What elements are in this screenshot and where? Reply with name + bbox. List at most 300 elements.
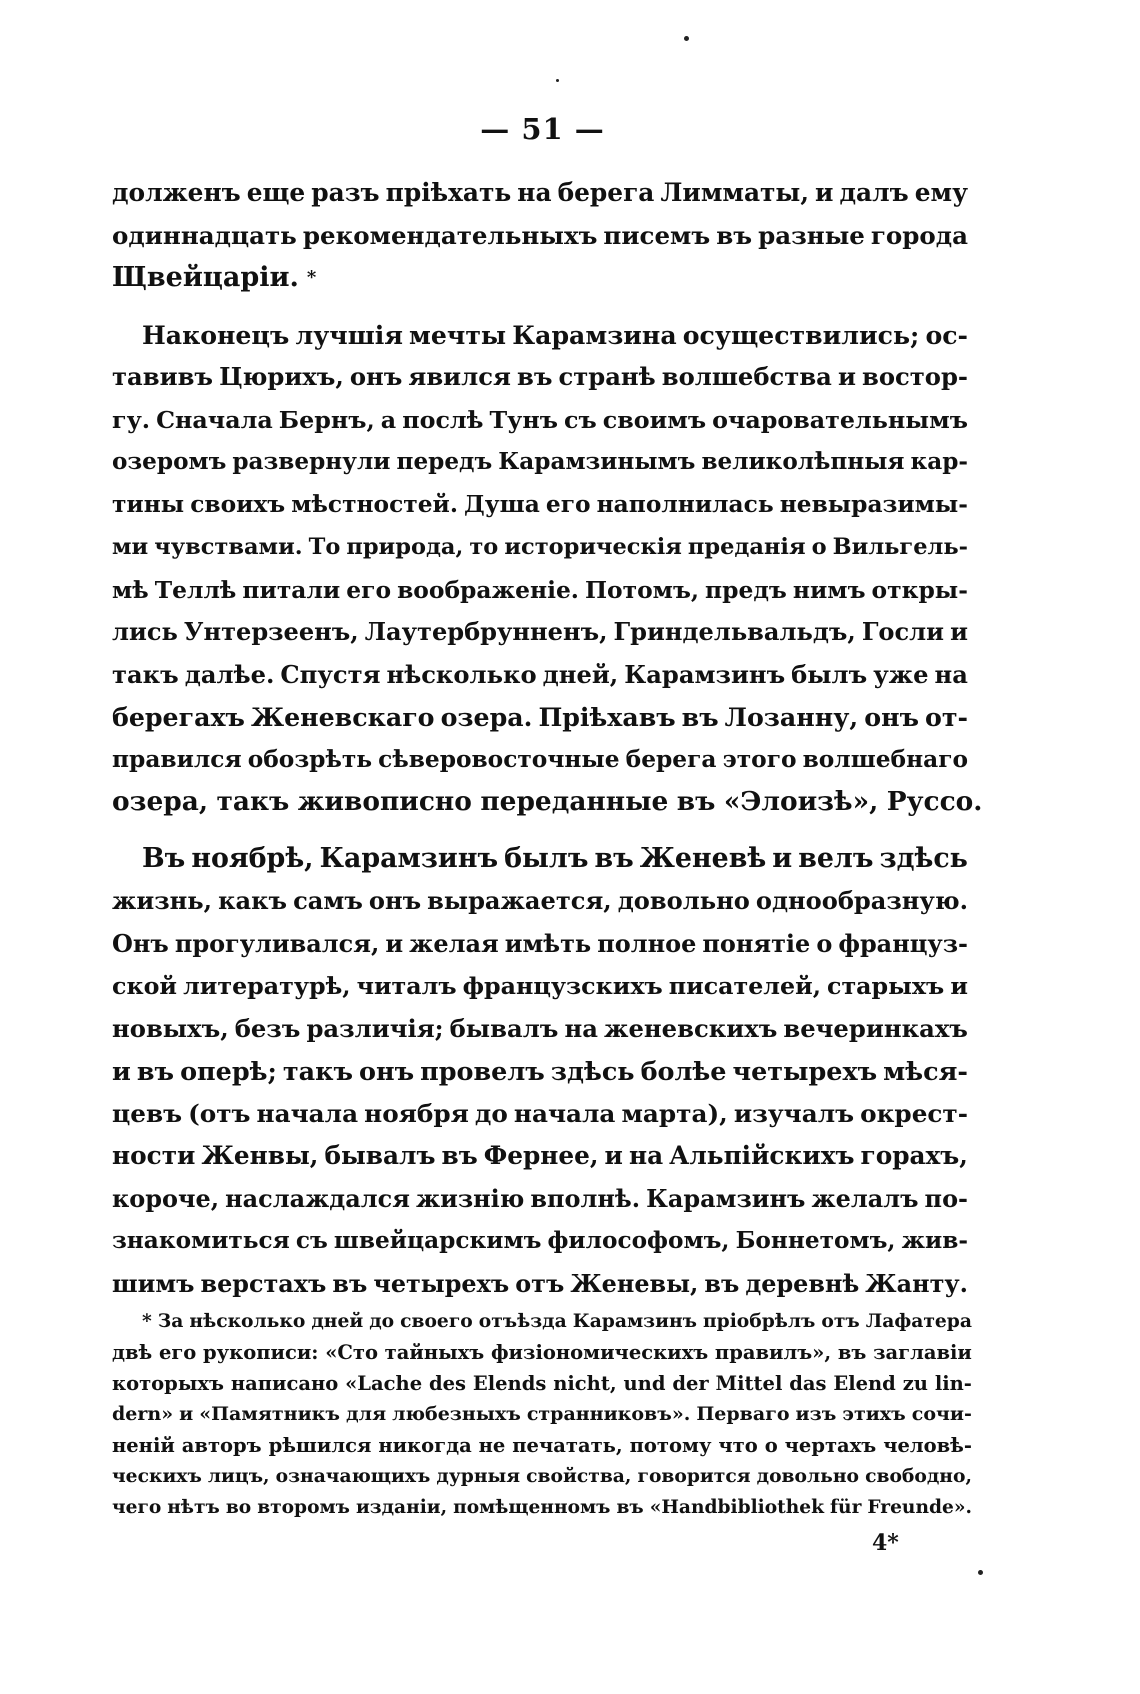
word: верстахъ (200, 1269, 327, 1298)
word: (отъ (188, 1098, 251, 1128)
word: ноябрѣ, (191, 842, 314, 874)
word: Карамзинъ (624, 659, 786, 689)
word: четырехъ (373, 1269, 510, 1298)
text-line (112, 739, 968, 782)
word: и (112, 1056, 131, 1086)
footnote-line (112, 1368, 972, 1399)
word: онъ (359, 1056, 415, 1086)
footnote-line (112, 1337, 972, 1368)
word: и (604, 1141, 623, 1170)
word: здѣсь (879, 842, 968, 874)
word: изучалъ (733, 1098, 855, 1128)
word: наполнилась (596, 490, 774, 518)
word: питали (242, 575, 341, 604)
word: Руссо. (886, 786, 983, 817)
word: правился (112, 745, 242, 773)
word: цевъ (112, 1098, 183, 1128)
signature-mark: 4* (872, 1530, 899, 1556)
text-line (112, 1220, 968, 1263)
text-line (112, 441, 968, 484)
word: до (369, 1310, 395, 1332)
word: съ (295, 1227, 328, 1254)
word: Унтерзеенъ, (183, 617, 359, 646)
word: на (628, 1141, 664, 1170)
word: ему (914, 178, 968, 207)
word: отъ (515, 1269, 565, 1298)
word: пріобрѣлъ (702, 1310, 816, 1332)
word: рѣшился (268, 1434, 372, 1457)
word: nicht, (553, 1372, 617, 1395)
word: читалъ (356, 972, 457, 1000)
word: переданные (480, 786, 669, 817)
word: однообразную. (755, 886, 968, 915)
word: своихъ (190, 490, 286, 518)
word: этого (722, 745, 797, 773)
word: въ (676, 786, 716, 817)
word: Боннетомъ, (735, 1227, 896, 1254)
footnote (112, 1306, 972, 1523)
word: уже (873, 659, 929, 689)
word: желалъ (811, 1184, 919, 1213)
word: въ (136, 1056, 175, 1086)
word: передъ (396, 448, 493, 475)
word: по- (924, 1184, 968, 1213)
word: «Lache (345, 1372, 423, 1395)
word: на (564, 1013, 598, 1043)
text-line (112, 923, 968, 966)
text-line (112, 399, 968, 442)
word: былъ (791, 659, 868, 689)
page-number: — 51 — (480, 112, 605, 146)
word: странниковъ». (526, 1403, 691, 1425)
word: онъ (349, 362, 403, 391)
word: въ (837, 1341, 867, 1364)
word: далѣе. (184, 659, 275, 689)
word: новыхъ, (112, 1013, 229, 1043)
text-line (112, 965, 968, 1008)
word: тайныхъ (384, 1341, 485, 1364)
word: одиннадцать (112, 220, 297, 250)
word: неній (112, 1434, 175, 1457)
word: странѣ (558, 362, 656, 391)
text-line (112, 215, 968, 258)
word: окрест- (860, 1098, 968, 1128)
word: о (764, 1434, 778, 1457)
word: Въ (142, 842, 186, 874)
word: нѣсколько (189, 1310, 306, 1332)
word: Лаутербрунненъ, (364, 617, 608, 646)
word: написано (230, 1372, 339, 1395)
word: на (934, 659, 968, 689)
word: Цюрихъ, (219, 362, 344, 391)
word: гу. (112, 405, 151, 434)
word: Потомъ, (584, 575, 700, 604)
footnote-line (112, 1306, 972, 1337)
word: писемъ (603, 220, 711, 250)
word: что (718, 1434, 758, 1457)
word: самъ (293, 886, 363, 915)
word: Госли (861, 617, 944, 646)
word: въ (332, 1269, 368, 1298)
word: выражается, (427, 886, 612, 915)
word: Elends (472, 1372, 547, 1395)
word: мѣся- (883, 1056, 968, 1086)
word: невыразимы- (779, 490, 968, 518)
word: zu (902, 1372, 928, 1395)
word: его (545, 490, 591, 518)
word: тины (112, 490, 185, 518)
word: ности (112, 1141, 196, 1170)
word: женевскихъ (603, 1013, 778, 1043)
word: короче, (112, 1184, 220, 1213)
word: говорится (637, 1465, 751, 1487)
word: берега (557, 178, 655, 207)
word: понятіе (702, 929, 811, 958)
word: «Элоизѣ», (723, 786, 879, 817)
word: Mittel (715, 1372, 783, 1395)
word: различія; (306, 1013, 444, 1043)
word: * (142, 1310, 152, 1332)
word: и (950, 972, 968, 1000)
word: здѣсь (550, 1056, 635, 1086)
word: полное (597, 929, 697, 958)
word: послѣ (402, 405, 484, 434)
word: а (380, 405, 397, 434)
word: озера. (440, 702, 533, 732)
word: изданіи, (355, 1497, 448, 1518)
word: чего (112, 1497, 162, 1518)
text-line (112, 781, 983, 824)
word: горахъ, (860, 1141, 968, 1170)
word: шимъ (112, 1269, 195, 1298)
word: разные (758, 220, 865, 250)
word: Онъ (112, 929, 169, 958)
word: великолѣпныя (701, 448, 905, 475)
word: Пріѣхавъ (538, 702, 676, 732)
word: Женвы, (201, 1141, 319, 1170)
text-line (112, 1093, 968, 1136)
word: этихъ (842, 1403, 906, 1425)
word: второмъ (257, 1497, 350, 1518)
text-line (112, 314, 968, 357)
word: озера, (112, 786, 209, 817)
word: волшебства (661, 362, 832, 391)
word: развернули (232, 448, 391, 475)
text-line (112, 654, 968, 697)
word: озеромъ (112, 448, 227, 475)
word: о (816, 929, 833, 958)
word: писателей, (668, 972, 821, 1000)
word: дней, (542, 659, 619, 689)
word: не (478, 1434, 506, 1457)
word: и (837, 362, 856, 391)
text-line (112, 257, 968, 300)
text-line (112, 838, 968, 881)
word: «Сто (325, 1341, 378, 1364)
word: во (225, 1497, 252, 1518)
word: и (772, 842, 793, 874)
word: былъ (504, 842, 589, 874)
word: Теллѣ (154, 575, 237, 604)
word: французскихъ (462, 972, 663, 1000)
word: Карамзинъ (319, 842, 499, 874)
word: тавивъ (112, 362, 214, 391)
text-line (112, 569, 968, 612)
word: осуществились; (682, 319, 920, 350)
word: велъ (798, 842, 874, 874)
word: das (789, 1372, 827, 1395)
word: от- (925, 702, 968, 732)
word: имѣть (504, 929, 592, 958)
word: кар- (910, 448, 968, 475)
word: безъ (234, 1013, 301, 1043)
word: швейцарскимъ (333, 1227, 542, 1254)
word: сочи- (911, 1403, 972, 1425)
word: ноября (364, 1098, 469, 1128)
word: рукописи: (203, 1341, 319, 1364)
word: человѣ- (883, 1434, 972, 1457)
word: то (469, 534, 499, 560)
word: für (830, 1497, 862, 1518)
word: въ (516, 362, 553, 391)
word: лицъ, (207, 1465, 270, 1487)
word: потому (629, 1434, 712, 1457)
footnote-line (112, 1461, 972, 1492)
word: въ (681, 702, 719, 732)
ink-speck (978, 1570, 983, 1575)
word: нимъ (792, 575, 866, 604)
word: ми (112, 534, 149, 560)
word: онъ (368, 886, 422, 915)
word: знакомиться (112, 1227, 290, 1254)
word: живописно (297, 786, 472, 817)
word: Фернеe, (483, 1141, 599, 1170)
word: какъ (218, 886, 288, 915)
word: нѣсколько (386, 659, 537, 689)
footnote-marker: * (306, 267, 317, 288)
word: мечты (409, 319, 507, 350)
word: правилъ», (714, 1341, 832, 1364)
word: еще (246, 178, 306, 207)
word: желая (409, 929, 499, 958)
word: сѣверовосточные (378, 745, 620, 773)
word: Карамзина (512, 319, 677, 350)
word: нѣтъ (167, 1497, 220, 1518)
word: пріѣхать (385, 178, 512, 207)
word: природа, (346, 534, 464, 560)
word: города (870, 220, 968, 250)
text-line (112, 1008, 968, 1051)
word: Женевскаго (250, 702, 435, 732)
word: Женевы, (570, 1269, 699, 1298)
word: авторъ (181, 1434, 262, 1457)
word: на (517, 178, 552, 207)
text-line (112, 696, 968, 739)
word: провелъ (420, 1056, 545, 1086)
word: волшебнаго (802, 745, 968, 773)
word: разъ (311, 178, 380, 207)
word: мѣ (112, 575, 149, 604)
word: въ (616, 1497, 644, 1518)
word: За (157, 1310, 184, 1332)
word: онъ (864, 702, 919, 732)
footnote-line (112, 1430, 972, 1461)
word: ос- (925, 319, 968, 350)
text-line (112, 1178, 968, 1221)
word: въ (594, 842, 634, 874)
word: des (428, 1372, 466, 1395)
word: отъѣзда (478, 1310, 567, 1332)
word: берегахъ (112, 702, 245, 732)
word: такъ (282, 1056, 353, 1086)
word: Бернъ, (278, 405, 375, 434)
word: мѣстностей. (291, 490, 458, 518)
word: Elend (833, 1372, 896, 1395)
word: Наконецъ (142, 319, 290, 350)
word: Freunde». (867, 1497, 972, 1518)
word: Тунъ (489, 405, 558, 434)
word: долженъ (112, 178, 241, 207)
word: Карамзинъ (572, 1310, 697, 1332)
word: и (385, 929, 404, 958)
word: der (672, 1372, 709, 1395)
word: означающихъ (275, 1465, 431, 1487)
body-text (112, 172, 983, 1305)
text-line (112, 172, 968, 215)
word: жизнь, (112, 886, 213, 915)
word: Лафатера (865, 1310, 972, 1332)
word: Лозанну, (724, 702, 859, 732)
word: бывалъ (324, 1141, 436, 1170)
word: до (474, 1098, 508, 1128)
word: свойства, (526, 1465, 632, 1487)
word: лучшія (295, 319, 403, 350)
word: далъ (839, 178, 909, 207)
word: предъ (705, 575, 787, 604)
word: двѣ (112, 1341, 153, 1364)
word: Спустя (280, 659, 381, 689)
footnote-line (112, 1399, 972, 1430)
word: въ (441, 1141, 478, 1170)
word: рекомендательныхъ (302, 220, 598, 250)
word: Вильгель- (832, 534, 968, 560)
word: оперѣ; (180, 1056, 277, 1086)
word: и (815, 178, 834, 207)
text-line (112, 611, 968, 654)
word: жив- (901, 1227, 968, 1254)
word: обозрѣть (247, 745, 373, 773)
word: своего (400, 1310, 473, 1332)
word: «Handbibliothek (649, 1497, 825, 1518)
word: und (623, 1372, 666, 1395)
word: довольно (617, 886, 750, 915)
word: француз- (838, 929, 968, 958)
word: философомъ, (547, 1227, 730, 1254)
word: «Памятникъ (199, 1403, 340, 1425)
word: жизнію (415, 1184, 525, 1213)
word: ческихъ (112, 1465, 202, 1487)
ink-speck (684, 36, 689, 41)
word: Женевѣ (639, 842, 767, 874)
text-line (112, 880, 968, 923)
word: заглавіи (873, 1341, 972, 1364)
word: болѣе (640, 1056, 727, 1086)
footnote-line (112, 1492, 972, 1523)
word: dern» (112, 1403, 174, 1425)
word: Карамзинымъ (498, 448, 696, 475)
word: воображеніе. (397, 575, 579, 604)
word: отъ (821, 1310, 860, 1332)
word: и (179, 1403, 194, 1425)
word: лись (112, 617, 178, 646)
ink-speck (556, 79, 559, 82)
word: начала (513, 1098, 616, 1128)
text-line (112, 526, 968, 569)
word: Сначала (156, 405, 273, 434)
word: наслаждался (225, 1184, 410, 1213)
text-line (112, 1263, 968, 1306)
word: явился (408, 362, 511, 391)
word: lin- (934, 1372, 972, 1395)
word: Щвейцаріи. (112, 262, 299, 293)
text-line (112, 356, 968, 399)
word: преданія (687, 534, 806, 560)
word: такъ (216, 786, 290, 817)
word: очаровательнымъ (712, 405, 968, 434)
word: въ (704, 1269, 740, 1298)
word: прогуливался, (174, 929, 380, 958)
word: откры- (871, 575, 968, 604)
word: никогда (378, 1434, 472, 1457)
word: вполнѣ. (530, 1184, 641, 1213)
word: его (346, 575, 392, 604)
word: любезныхъ (392, 1403, 521, 1425)
word: печатать, (512, 1434, 623, 1457)
word: въ (716, 220, 753, 250)
word: марта), (621, 1098, 728, 1128)
word: дней (311, 1310, 364, 1332)
word: бывалъ (449, 1013, 559, 1043)
word: Лимматы, (660, 178, 809, 207)
text-line (112, 484, 968, 527)
word: для (346, 1403, 387, 1425)
word: Жанту. (865, 1269, 968, 1298)
word: литературѣ, (183, 972, 351, 1000)
word: съ (564, 405, 597, 434)
word: историческія (504, 534, 682, 560)
word: изъ (795, 1403, 837, 1425)
word: такъ (112, 659, 179, 689)
word: Перваго (696, 1403, 790, 1425)
word: довольно (756, 1465, 860, 1487)
word: востор- (861, 362, 968, 391)
word: дурныя (436, 1465, 521, 1487)
word: деревнѣ (745, 1269, 860, 1298)
word: свободно, (865, 1465, 972, 1487)
word: и (950, 617, 968, 646)
word: помѣщенномъ (453, 1497, 611, 1518)
word: своимъ (602, 405, 707, 434)
word: Гриндельвальдъ, (613, 617, 856, 646)
word: чертахъ (784, 1434, 877, 1457)
word: Альпійскихъ (669, 1141, 855, 1170)
word: вечеринкахъ (783, 1013, 968, 1043)
text-line (112, 1050, 968, 1093)
word: начала (256, 1098, 359, 1128)
word: физіономическихъ (490, 1341, 709, 1364)
word: ской (112, 972, 177, 1000)
word: Душа (464, 490, 540, 518)
